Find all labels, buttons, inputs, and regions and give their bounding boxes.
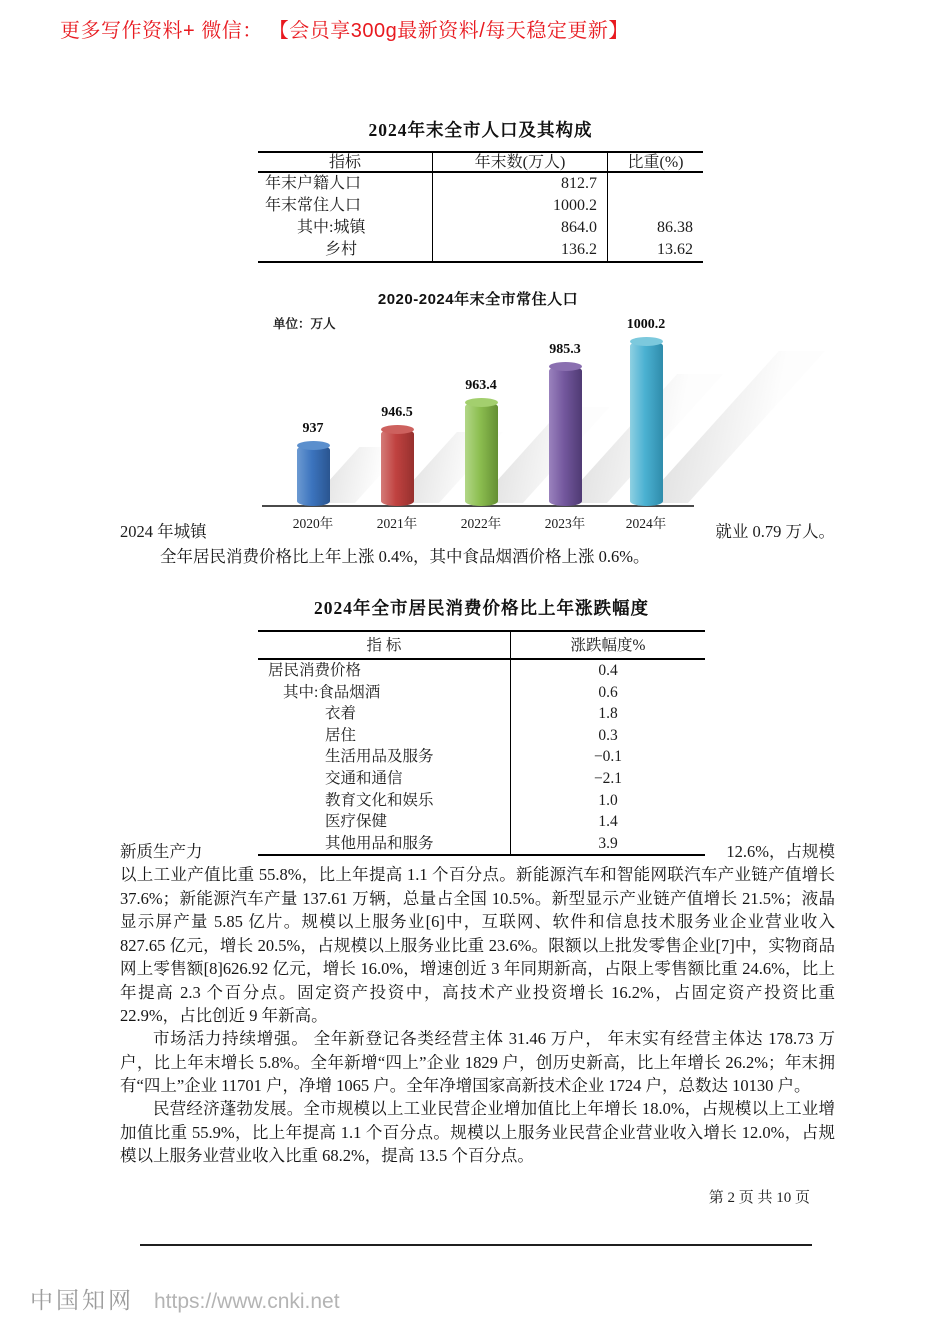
- cnki-logo-text: 中国知网: [30, 1287, 134, 1313]
- price-table-section: [258, 595, 705, 852]
- paragraph-cpi-summary: 全年居民消费价格比上年上涨 0.4%，其中食品烟酒价格上涨 0.6%。: [160, 547, 650, 566]
- x-axis-tick-label: 2023年: [544, 516, 586, 531]
- paragraph-employment-right: 就业 0.79 万人。: [715, 522, 835, 541]
- table-row: 居住 0.3: [258, 725, 705, 747]
- bar-value-label: 985.3: [549, 342, 581, 357]
- population-table-header: [258, 153, 703, 173]
- table-row: 教育文化和娱乐 1.0: [258, 790, 705, 812]
- table-row: 其他用品和服务 3.9: [258, 833, 705, 855]
- population-table-title: 2024年末全市人口及其构成: [368, 120, 593, 140]
- paragraph-market-vitality: 市场活力持续增强。 全年新登记各类经营主体 31.46 万户， 年末实有经营主体达 178.73 万户，比上年末增长 5.8%。全年新增“四上”企业 1829 户，创历史新高，比上年增长 26.2%；年末拥有“四上”企业 11701 户，净增 1065 户。全年净增国家高新技术企业 1724 户，总数达 10130 户。: [120, 1029, 835, 1095]
- bar-top-ellipse: [297, 441, 330, 450]
- chart-unit-label: 单位：万人: [273, 317, 336, 331]
- price-table-title: 2024年全市居民消费价格比上年涨跌幅度: [314, 598, 649, 618]
- x-axis-tick-label: 2020年: [292, 516, 334, 531]
- paragraph-productivity-left: 新质生产力: [120, 842, 203, 861]
- cnki-url: https://www.cnki.net: [154, 1290, 340, 1313]
- page-number: 第 2 页 共 10 页: [708, 1190, 810, 1206]
- bar-2021年: [381, 429, 414, 506]
- table-row: 年末常住人口 1000.2: [258, 195, 703, 217]
- bar-2020年: [297, 445, 330, 506]
- bar-top-ellipse: [465, 398, 498, 407]
- bar-2024年: [630, 341, 663, 506]
- x-axis-tick-label: 2022年: [460, 516, 502, 531]
- table-row: 医疗保健 1.4: [258, 811, 705, 833]
- population-table: [258, 151, 703, 263]
- bar-value-label: 937: [302, 421, 324, 436]
- bar-2023年: [549, 366, 582, 506]
- price-table: [258, 630, 705, 856]
- table-row: 生活用品及服务 −0.1: [258, 746, 705, 768]
- col-header-change: 涨跌幅度%: [510, 632, 705, 659]
- x-axis-tick-label: 2024年: [625, 516, 667, 531]
- table-row: 乡村 136.2 13.62: [258, 239, 703, 261]
- chart-title: 2020-2024年末全市常住人口: [377, 291, 579, 308]
- table-row: 其中:城镇 864.0 86.38: [258, 217, 703, 239]
- bar-top-ellipse: [549, 362, 582, 371]
- population-table-section: [258, 117, 703, 258]
- paragraph-private-economy: 民营经济蓬勃发展。全市规模以上工业民营企业增加值比上年增长 18.0%，占规模以上工业增加值比重 55.9%，比上年提高 1.1 个百分点。规模以上服务业民营企业营业收入增长 12.0%，占规模以上服务业营业收入比重 68.2%，提高 13.5 个百分点。: [120, 1099, 835, 1165]
- bar-top-ellipse: [381, 425, 414, 434]
- paragraph-employment-left: 2024 年城镇: [120, 522, 207, 541]
- col-header-indicator: 指标: [328, 154, 361, 171]
- col-header-share: 比重(%): [607, 153, 703, 172]
- col-header-yearend: 年末数(万人): [432, 153, 607, 172]
- population-bar-chart: [256, 283, 700, 529]
- bar-value-label: 946.5: [381, 405, 413, 420]
- table-row: 衣着 1.8: [258, 703, 705, 725]
- table-row: 其中:食品烟酒 0.6: [258, 682, 705, 704]
- paragraph-productivity-right: 12.6%，占规模: [726, 842, 835, 861]
- bar-value-label: 963.4: [465, 378, 497, 393]
- bar-value-label: 1000.2: [626, 317, 666, 332]
- col-header-indicator: 指 标: [366, 637, 402, 654]
- footer-divider: [140, 1244, 812, 1246]
- price-table-header: [258, 632, 705, 660]
- cnki-watermark: [30, 1282, 340, 1315]
- bar-2022年: [465, 402, 498, 506]
- table-row: 居民消费价格 0.4: [258, 660, 705, 682]
- paragraph-industry: 以上工业产值比重 55.8%，比上年提高 1.1 个百分点。新能源汽车和智能网联汽车产业链产值增长 37.6%；新能源汽车产量 137.61 万辆，总量占全国 10.5%。新型显示产业链产值增长 21.5%；液晶显示屏产量 5.85 亿片。规模以上服务业[6]中，互联网、软件和信息技术服务业企业营业收入 827.65 亿元，增长 20.5%，占规模以上服务业比重 23.6%。限额以上批发零售企业[7]中，实物商品网上零售额[8]626.92 亿元，增长 16.0%，增速创近 3 年同期新高，占限上零售额比重 24.6%，比上年提高 2.3 个百分点。固定资产投资中，高技术产业投资增长 16.2%，占固定资产投资比重 22.9%，占比创近 9 年新高。: [120, 865, 835, 1025]
- x-axis-tick-label: 2021年: [376, 516, 418, 531]
- table-row: 年末户籍人口 812.7: [258, 173, 703, 195]
- table-row: 交通和通信 −2.1: [258, 768, 705, 790]
- promo-banner-text: 更多写作资料+ 微信： 【会员享300g最新资料/每天稳定更新】: [60, 20, 629, 42]
- bar-top-ellipse: [630, 337, 663, 346]
